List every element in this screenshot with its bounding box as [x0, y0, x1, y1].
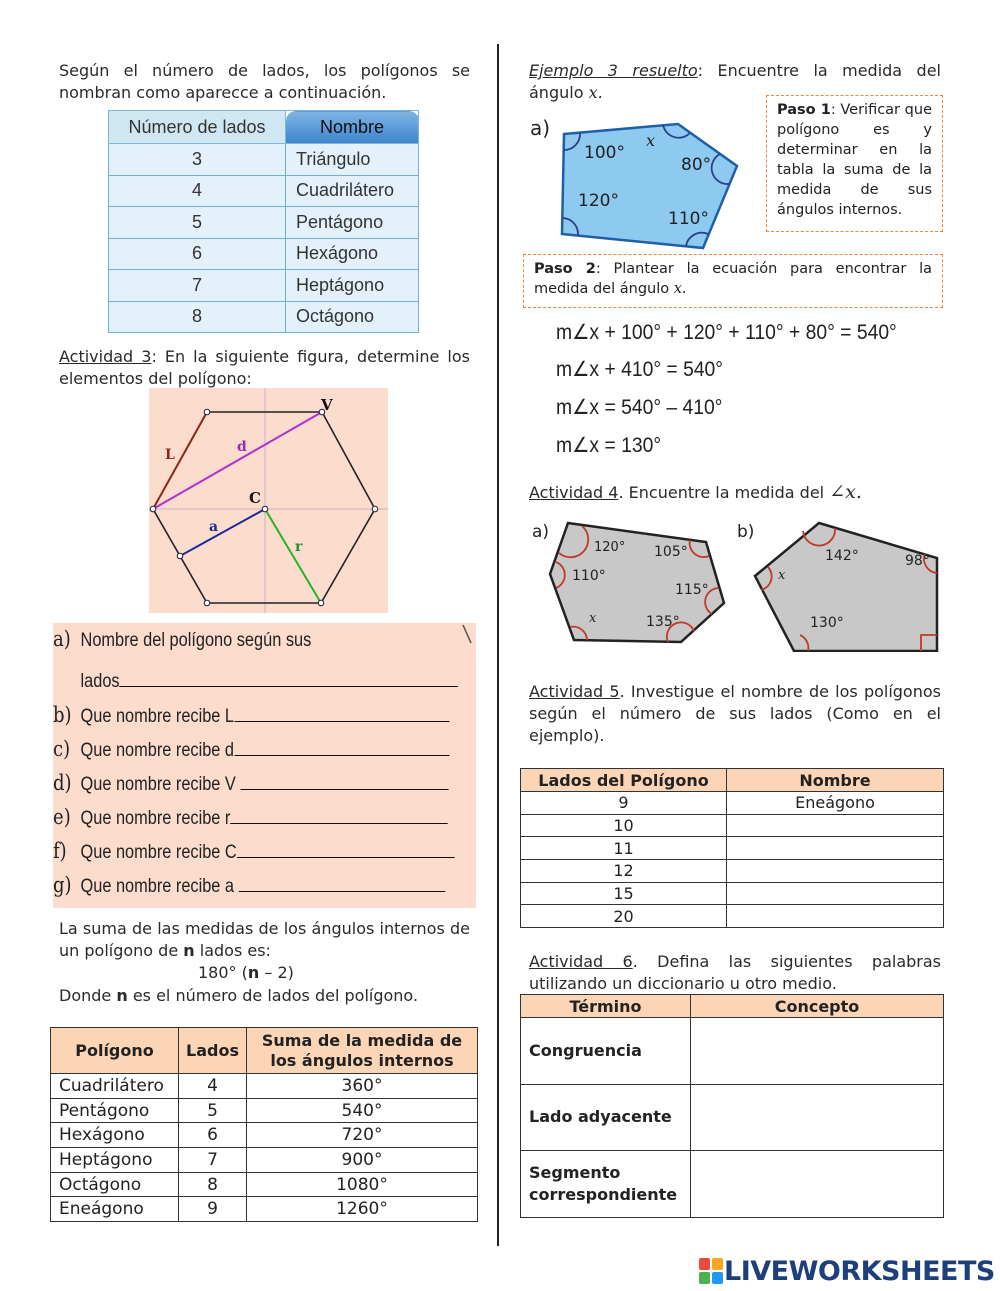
table-header: Término [521, 995, 691, 1018]
name-answer-cell: Eneágono [727, 792, 944, 815]
table-row [109, 144, 419, 176]
name-answer-cell[interactable] [727, 905, 944, 928]
question-c: c) Que nombre recibe d [53, 737, 449, 762]
sides-cell: 3 [109, 144, 286, 176]
sides-cell: 4 [109, 175, 286, 207]
intro-paragraph: Según el número de lados, los polígonos se nombran como aparecce a continuación. [59, 61, 470, 102]
answer-line-e[interactable] [230, 806, 448, 824]
example3-paragraph: Ejemplo 3 resuelto: Encuentre la medida del ángulo x. [529, 61, 941, 102]
activity4-paragraph: Actividad 4. Encuentre la medida del ∠x. [529, 481, 862, 503]
polygon-names-activity-table [520, 768, 944, 928]
pentagon-example-figure [528, 112, 758, 252]
table-row [521, 1084, 944, 1151]
table-row [521, 1151, 944, 1218]
sides-cell: 11 [521, 837, 727, 860]
radius-r [265, 509, 321, 603]
sum-paragraph: La suma de las medidas de los ángulos internos de un polígono de n lados es: [59, 919, 470, 960]
sum-cell: 360° [247, 1074, 478, 1099]
sides-cell: 8 [179, 1172, 247, 1197]
sum-cell: 720° [247, 1123, 478, 1148]
label-r: r [295, 539, 303, 555]
sum-cell: 540° [247, 1098, 478, 1123]
step1-box: Paso 1: Verificar que polígono es y determinar en la tabla la suma de la medida de sus ángulos internos. [766, 95, 943, 232]
table-row [51, 1197, 478, 1222]
equation-3: m∠x = 540° – 410° [556, 396, 723, 419]
answer-line-f[interactable] [237, 840, 455, 858]
question-d: d) Que nombre recibe V [53, 771, 448, 796]
angle-x: x [646, 131, 656, 150]
sides-cell: 12 [521, 860, 727, 883]
sides-cell: 5 [179, 1098, 247, 1123]
table-header: Concepto [691, 995, 944, 1018]
name-cell: Hexágono [286, 238, 419, 270]
sum-cell: 900° [247, 1148, 478, 1173]
label-L: L [165, 447, 175, 463]
activity6-title: Actividad 6 [529, 952, 633, 971]
sides-cell: 10 [521, 814, 727, 837]
figure-4b-label: b) [737, 522, 755, 542]
angle-x: x [589, 611, 597, 626]
concept-answer-cell[interactable] [691, 1151, 944, 1218]
table-row [109, 270, 419, 302]
table-header: Lados [179, 1028, 247, 1074]
table-header: Número de lados [109, 111, 286, 144]
name-cell: Triángulo [286, 144, 419, 176]
angle-115: 115° [675, 582, 709, 598]
sides-cell: 7 [179, 1148, 247, 1173]
equation-2: m∠x + 410° = 540° [556, 358, 724, 381]
name-answer-cell[interactable] [727, 814, 944, 837]
activity5-paragraph: Actividad 5. Investigue el nombre de los polígonos según el número de sus lados (Como en el ejemplo). [529, 682, 941, 745]
term-cell: Congruencia [521, 1018, 691, 1085]
polygon-names-table [108, 110, 419, 333]
label-d: d [237, 439, 247, 455]
sides-cell: 4 [179, 1074, 247, 1099]
activity4-title: Actividad 4 [529, 483, 619, 502]
sum-cell: 1080° [247, 1172, 478, 1197]
answer-line-c[interactable] [234, 738, 449, 756]
sum-cell: 1260° [247, 1197, 478, 1222]
activity3-title: Actividad 3 [59, 347, 152, 366]
pentagon-activity4b [735, 518, 945, 652]
table-row [51, 1172, 478, 1197]
table-header: Suma de la medida de los ángulos internos [247, 1028, 478, 1074]
answer-line-a[interactable] [120, 669, 459, 687]
table-row [51, 1148, 478, 1173]
sum-formula: 180° (n – 2) [198, 963, 294, 982]
table-row [521, 814, 944, 837]
equation-4: m∠x = 130° [556, 434, 662, 457]
angle-80: 80° [681, 155, 712, 175]
term-cell: Segmento correspondiente [521, 1151, 691, 1218]
table-row [521, 905, 944, 928]
angle-100: 100° [584, 143, 625, 163]
activity3-text: : En la siguiente figura, determine los elementos del polígono: [59, 347, 471, 388]
question-f: f) Que nombre recibe C [53, 839, 454, 864]
apothem-a [180, 509, 265, 556]
where-paragraph: Donde n es el número de lados del polígono. [59, 986, 419, 1005]
angle-110: 110° [668, 209, 709, 229]
angle-120: 120° [594, 540, 626, 555]
polygon-cell: Hexágono [51, 1123, 179, 1148]
sides-cell: 6 [179, 1123, 247, 1148]
label-C: C [249, 489, 261, 507]
name-cell: Octágono [286, 301, 419, 333]
equation-1: m∠x + 100° + 120° + 110° + 80° = 540° [556, 321, 897, 344]
sides-cell: 20 [521, 905, 727, 928]
figure-4a-label: a) [532, 522, 550, 542]
question-a: a) Nombre del polígono según sus [53, 627, 312, 651]
hexagon-figure [149, 388, 388, 613]
sides-cell: 7 [109, 270, 286, 302]
table-row [51, 1074, 478, 1099]
table-header: Polígono [51, 1028, 179, 1074]
polygon-cell: Eneágono [51, 1197, 179, 1222]
liveworksheets-logo[interactable] [698, 1254, 995, 1288]
angle-98: 98° [905, 553, 930, 569]
pentagon-4b-shape [755, 523, 937, 651]
table-header: Nombre [286, 111, 419, 144]
sides-cell: 5 [109, 207, 286, 239]
questions-box [53, 623, 476, 908]
name-answer-cell[interactable] [727, 860, 944, 883]
label-a: a [209, 519, 219, 535]
table-row [521, 882, 944, 905]
table-header: Nombre [727, 769, 944, 792]
term-cell: Lado adyacente [521, 1084, 691, 1151]
polygon-cell: Octágono [51, 1172, 179, 1197]
angle-130: 130° [810, 615, 844, 631]
answer-line-d[interactable] [240, 772, 448, 790]
sides-cell: 9 [179, 1197, 247, 1222]
figure-a-label: a) [530, 116, 551, 140]
answer-line-b[interactable] [234, 704, 449, 722]
table-row [109, 175, 419, 207]
logo-icon [698, 1256, 724, 1286]
sides-cell: 6 [109, 238, 286, 270]
activity3-paragraph [59, 346, 470, 390]
polygon-cell: Heptágono [51, 1148, 179, 1173]
question-a-cont: lados [53, 669, 458, 693]
activity6-paragraph: Actividad 6. Defina las siguientes palabras utilizando un diccionario u otro medio. [529, 952, 941, 993]
angle-110: 110° [572, 568, 606, 584]
name-answer-cell[interactable] [727, 882, 944, 905]
sides-cell: 8 [109, 301, 286, 333]
hexagon-activity4a [528, 518, 748, 652]
activity5-title: Actividad 5 [529, 682, 620, 701]
table-row [109, 301, 419, 333]
concept-answer-cell[interactable] [691, 1018, 944, 1085]
column-divider [497, 44, 499, 1246]
label-V: V [321, 396, 333, 414]
table-row [109, 238, 419, 270]
table-row [521, 792, 944, 815]
concept-answer-cell[interactable] [691, 1084, 944, 1151]
table-row [109, 207, 419, 239]
table-row [51, 1098, 478, 1123]
polygon-cell: Pentágono [51, 1098, 179, 1123]
sides-cell: 15 [521, 882, 727, 905]
table-row [521, 860, 944, 883]
angle-135: 135° [646, 614, 680, 630]
table-header: Lados del Polígono [521, 769, 727, 792]
step2-box: Paso 2: Plantear la ecuación para encontrar la medida del ángulo x. [523, 254, 943, 308]
example3-title: Ejemplo 3 resuelto [529, 61, 698, 80]
diagonal-d [153, 412, 322, 509]
angle-105: 105° [654, 544, 688, 560]
sides-cell: 9 [521, 792, 727, 815]
name-cell: Pentágono [286, 207, 419, 239]
question-g: g) Que nombre recibe a [53, 873, 445, 898]
question-e: e) Que nombre recibe r [53, 805, 448, 830]
table-row [521, 1018, 944, 1085]
name-cell: Heptágono [286, 270, 419, 302]
angle-142: 142° [825, 548, 859, 564]
answer-line-g[interactable] [239, 874, 445, 892]
angle-120: 120° [578, 191, 619, 211]
terms-table [520, 994, 944, 1218]
table-row [521, 837, 944, 860]
logo-text: LIVEWORKSHEETS [724, 1255, 995, 1287]
name-answer-cell[interactable] [727, 837, 944, 860]
polygon-cell: Cuadrilátero [51, 1074, 179, 1099]
angle-sum-table [50, 1027, 478, 1222]
angle-x: x [778, 568, 786, 583]
table-row [51, 1123, 478, 1148]
question-b: b) Que nombre recibe L [53, 703, 449, 728]
name-cell: Cuadrilátero [286, 175, 419, 207]
